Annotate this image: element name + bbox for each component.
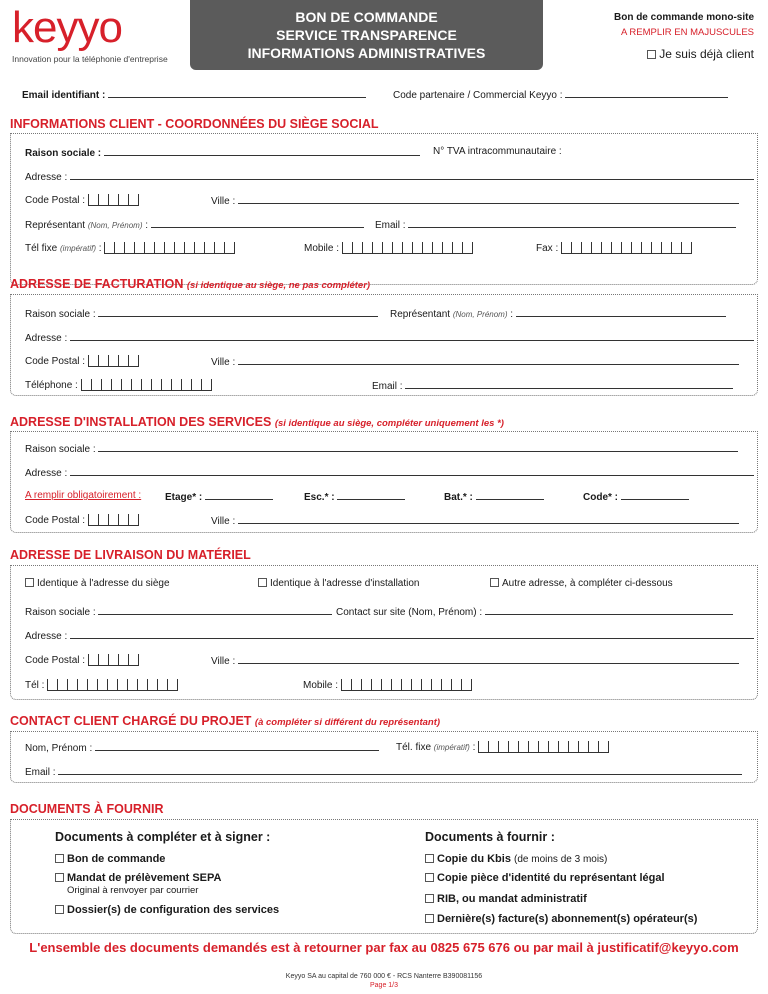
code-partenaire-label: Code partenaire / Commercial Keyyo : (393, 90, 563, 101)
adresse-field-4[interactable] (70, 629, 754, 639)
tel-label-2: Téléphone : (25, 380, 78, 391)
tel-boxes-2[interactable] (81, 379, 212, 391)
ville-label-3: Ville : (211, 516, 236, 527)
opt1-label: Identique à l'adresse du siège (37, 578, 170, 589)
adresse-row-3 (25, 466, 754, 479)
cp-boxes[interactable] (88, 194, 139, 206)
esc-row (304, 490, 405, 503)
raison-label: Raison sociale : (25, 148, 102, 159)
doc-factures[interactable] (425, 913, 697, 925)
raison-row-1 (25, 146, 420, 159)
raison-field-4[interactable] (98, 605, 332, 615)
adresse-label-2: Adresse : (25, 333, 68, 344)
adresse-row-1 (25, 170, 754, 183)
tel-label-4: Tél : (25, 680, 45, 691)
email-field[interactable] (408, 218, 736, 228)
mobile-boxes[interactable] (342, 242, 473, 254)
title-box (190, 0, 543, 70)
section-title-installation (10, 415, 504, 429)
cp-row-2 (25, 355, 139, 367)
cp-label: Code Postal : (25, 195, 86, 206)
email-label-2: Email : (372, 381, 403, 392)
code-partenaire-row (393, 88, 728, 101)
section-title-facturation-hint: (si identique au siège, ne pas compléter) (186, 280, 371, 291)
ville-label-2: Ville : (211, 357, 236, 368)
checkbox-icon[interactable] (647, 50, 656, 59)
mobile-label: Mobile : (304, 243, 340, 254)
doc-rib[interactable] (425, 893, 587, 905)
email-row-2 (372, 379, 733, 392)
section-title-contact-hint: (à compléter si différent du représentant) (254, 717, 441, 728)
logo-text: keyyo (12, 3, 122, 52)
section-title-installation-hint: (si identique au siège, compléter uniquement les *) (274, 418, 504, 429)
contact-label-4: Contact sur site (Nom, Prénom) : (336, 607, 483, 618)
raison-field[interactable] (104, 146, 420, 156)
adresse-field[interactable] (70, 170, 754, 180)
tel-row-1: Tél fixe (impératif) : (25, 242, 235, 254)
checkbox-icon[interactable] (25, 578, 34, 587)
checkbox-icon[interactable] (425, 854, 434, 863)
section-title-contact (10, 714, 440, 728)
tel-row-5: Tél. fixe (impératif) : (396, 741, 609, 753)
section-title-documents (10, 802, 163, 816)
raison-row-3 (25, 442, 738, 455)
tel-label: Tél fixe (25, 243, 58, 254)
code-partenaire-field[interactable] (565, 88, 728, 98)
ville-label: Ville : (211, 196, 236, 207)
contact-field-4[interactable] (485, 605, 733, 615)
page-number: Page 1/3 (369, 982, 399, 989)
keyyo-logo (12, 3, 168, 64)
ville-field-4[interactable] (238, 654, 739, 664)
raison-row-2 (25, 307, 378, 320)
section-title-client-text: INFORMATIONS CLIENT - COORDONNÉES DU SIÈGE SOCIAL (10, 117, 379, 131)
adresse-row-4 (25, 629, 754, 642)
mono-site-label: Bon de commande mono-site (613, 12, 754, 23)
fax-row-1 (536, 242, 692, 254)
rep-row-2: Représentant (Nom, Prénom) : (390, 307, 726, 320)
section-title-documents-text: DOCUMENTS À FOURNIR (10, 802, 164, 816)
adresse-field-2[interactable] (70, 331, 754, 341)
tel-boxes-4[interactable] (47, 679, 178, 691)
email-row-1 (375, 218, 736, 231)
oblig-label: A remplir obligatoirement : (25, 490, 142, 501)
livraison-option-installation[interactable] (258, 578, 419, 589)
contact-row-4 (336, 605, 733, 618)
tel-boxes-5[interactable] (478, 741, 609, 753)
etage-row (165, 490, 273, 503)
raison-label-3: Raison sociale : (25, 444, 96, 455)
raison-label-4: Raison sociale : (25, 607, 96, 618)
doc-l3-label: Dossier(s) de configuration des services (67, 904, 280, 916)
bat-field[interactable] (476, 490, 544, 500)
bat-row (444, 490, 544, 503)
docs-left-head: Documents à compléter et à signer : (55, 830, 271, 844)
tel-hint-5: (impératif) (433, 743, 470, 752)
nom-label-5: Nom, Prénom : (25, 743, 93, 754)
livraison-option-autre[interactable] (490, 578, 673, 589)
ville-row-1 (211, 194, 739, 207)
legal-line: Keyyo SA au capital de 760 000 € - RCS Nanterre B390081156 (285, 973, 483, 980)
rep-hint-2: (Nom, Prénom) (452, 310, 508, 319)
code-field[interactable] (621, 490, 689, 500)
doc-sepa[interactable] (55, 872, 221, 884)
ville-row-4 (211, 654, 739, 667)
section-title-contact-text: CONTACT CLIENT CHARGÉ DU PROJET (10, 714, 252, 728)
doc-kbis[interactable] (425, 853, 607, 865)
etage-field[interactable] (205, 490, 273, 500)
rep-row-1: Représentant (Nom, Prénom) : (25, 218, 364, 231)
checkbox-icon[interactable] (258, 578, 267, 587)
cp-boxes-2[interactable] (88, 355, 139, 367)
section-title-facturation (10, 277, 370, 291)
section-title-livraison-text: ADRESSE DE LIVRAISON DU MATÉRIEL (10, 548, 251, 562)
rep-field-2[interactable] (516, 307, 726, 317)
email-identifiant-label: Email identifiant : (22, 90, 106, 101)
adresse-label-3: Adresse : (25, 468, 68, 479)
tel-boxes[interactable] (104, 242, 235, 254)
nom-row-5 (25, 741, 379, 754)
title-line-1: BON DE COMMANDE (295, 9, 438, 25)
doc-sepa-sub: Original à renvoyer par courrier (67, 885, 199, 896)
logo-tagline: Innovation pour la téléphonie d'entreprise (12, 54, 168, 64)
rep-label-2: Représentant (390, 309, 451, 320)
section-title-client (10, 117, 379, 131)
checkbox-icon[interactable] (490, 578, 499, 587)
email-identifiant-field[interactable] (108, 88, 366, 98)
adresse-field-3[interactable] (70, 466, 754, 476)
return-notice: L'ensemble des documents demandés est à retourner par fax au 0825 675 676 ou par mail à justificatif@keyyo.com (29, 940, 739, 955)
doc-config[interactable] (55, 904, 279, 916)
ville-row-3 (211, 514, 739, 527)
tva-label: N° TVA intracommunautaire : (433, 146, 562, 157)
title-line-3: INFORMATIONS ADMINISTRATIVES (247, 45, 486, 61)
email-field-2[interactable] (405, 379, 733, 389)
deja-client-label: Je suis déjà client (659, 47, 754, 61)
email-row-5 (25, 765, 742, 778)
email-label: Email : (375, 220, 406, 231)
checkbox-icon[interactable] (425, 873, 434, 882)
esc-label: Esc.* : (304, 492, 335, 503)
opt3-label: Autre adresse, à compléter ci-dessous (502, 578, 673, 589)
adresse-label: Adresse : (25, 172, 68, 183)
livraison-option-siege[interactable] (25, 578, 170, 589)
doc-identite[interactable] (425, 872, 665, 884)
bat-label: Bat.* : (444, 492, 473, 503)
opt2-label: Identique à l'adresse d'installation (270, 578, 420, 589)
cp-label-2: Code Postal : (25, 356, 86, 367)
checkbox-icon[interactable] (425, 894, 434, 903)
section-title-installation-text: ADRESSE D'INSTALLATION DES SERVICES (10, 415, 272, 429)
doc-r1-label: Copie du Kbis (437, 853, 511, 865)
section-title-livraison (10, 548, 251, 562)
adresse-row-2 (25, 331, 754, 344)
fax-boxes[interactable] (561, 242, 692, 254)
doc-r2-label: Copie pièce d'identité du représentant légal (437, 872, 665, 884)
tel-row-2 (25, 379, 212, 391)
raison-field-3[interactable] (98, 442, 738, 452)
checkbox-icon[interactable] (425, 914, 434, 923)
mobile-row-4 (303, 679, 472, 691)
cp-row-4 (25, 654, 139, 666)
esc-field[interactable] (337, 490, 405, 500)
cp-row-1 (25, 194, 139, 206)
cp-label-3: Code Postal : (25, 515, 86, 526)
tel-label-5: Tél. fixe (396, 742, 432, 753)
adresse-label-4: Adresse : (25, 631, 68, 642)
fax-label: Fax : (536, 243, 559, 254)
email-identifiant-row (22, 88, 366, 101)
tel-row-4 (25, 679, 178, 691)
section-title-facturation-text: ADRESSE DE FACTURATION (10, 277, 184, 291)
tel-hint: (impératif) (60, 244, 97, 253)
ville-field-2[interactable] (238, 355, 739, 365)
cp-boxes-4[interactable] (88, 654, 139, 666)
raison-field-2[interactable] (98, 307, 378, 317)
mobile-boxes-4[interactable] (341, 679, 472, 691)
deja-client-option[interactable] (647, 47, 754, 61)
title-line-2: SERVICE TRANSPARENCE (276, 27, 457, 43)
checkbox-icon[interactable] (55, 873, 64, 882)
cp-row-3 (25, 514, 139, 526)
checkbox-icon[interactable] (55, 854, 64, 863)
mobile-row-1 (304, 242, 473, 254)
email-label-5: Email : (25, 767, 56, 778)
majuscules-label: A REMPLIR EN MAJUSCULES (620, 27, 754, 38)
code-label: Code* : (583, 492, 618, 503)
ville-label-4: Ville : (211, 656, 236, 667)
rep-hint: (Nom, Prénom) (87, 221, 143, 230)
doc-l1-label: Bon de commande (67, 853, 166, 865)
ville-field[interactable] (238, 194, 739, 204)
cp-boxes-3[interactable] (88, 514, 139, 526)
code-row (583, 490, 689, 503)
cp-label-4: Code Postal : (25, 655, 86, 666)
rep-field[interactable] (151, 218, 364, 228)
mobile-label-4: Mobile : (303, 680, 339, 691)
docs-right-head: Documents à fournir : (425, 830, 555, 844)
doc-r4-label: Dernière(s) facture(s) abonnement(s) opérateur(s) (437, 913, 698, 925)
checkbox-icon[interactable] (55, 905, 64, 914)
etage-label: Etage* : (165, 492, 203, 503)
doc-bon-commande[interactable] (55, 853, 165, 865)
ville-field-3[interactable] (238, 514, 739, 524)
doc-l2-label: Mandat de prélèvement SEPA (67, 872, 222, 884)
rep-label: Représentant (25, 220, 86, 231)
raison-label-2: Raison sociale : (25, 309, 96, 320)
doc-r3-label: RIB, ou mandat administratif (437, 893, 587, 905)
raison-row-4 (25, 605, 332, 618)
ville-row-2 (211, 355, 739, 368)
email-field-5[interactable] (58, 765, 742, 775)
nom-field-5[interactable] (95, 741, 379, 751)
doc-r1-note: (de moins de 3 mois) (514, 854, 608, 865)
